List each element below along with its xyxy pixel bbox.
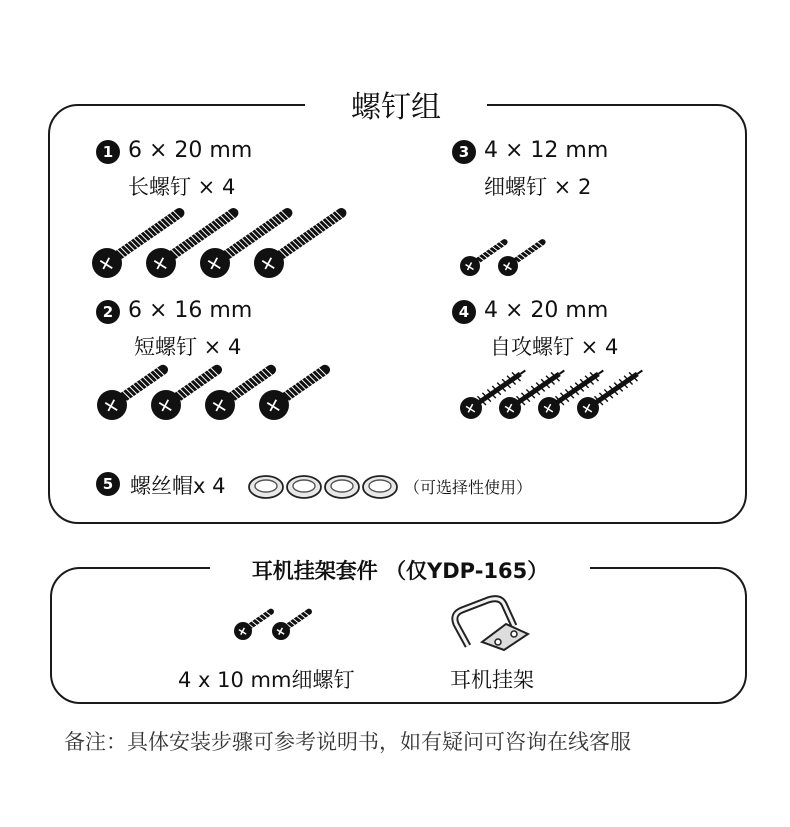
headphone-screw-group — [232, 610, 312, 642]
caps-note: （可选择性使用） — [404, 478, 533, 497]
short-screw-group — [95, 362, 335, 422]
item-3-name: 细螺钉 × 2 — [484, 175, 592, 199]
headphone-screw-label: 4 x 10 mm细螺钉 — [178, 668, 355, 692]
item-2-badge: 2 — [96, 300, 120, 324]
item-4-spec: 4 × 20 mm — [484, 298, 609, 323]
item-5-badge: 5 — [96, 472, 120, 496]
item-1-name: 长螺钉 × 4 — [128, 175, 236, 199]
screw-cap-icon — [287, 476, 321, 498]
item-2-spec: 6 × 16 mm — [128, 298, 253, 323]
screw-icon — [460, 242, 505, 276]
item-2-name: 短螺钉 × 4 — [134, 335, 242, 359]
caps-label: 螺丝帽x 4 — [130, 474, 226, 498]
screw-cap-icon — [249, 476, 283, 498]
headphone-hanger-icon — [448, 596, 538, 652]
footer-note: 备注：具体安装步骤可参考说明书，如有疑问可咨询在线客服 — [64, 730, 631, 754]
headphone-kit-box — [50, 567, 747, 704]
long-screw-group — [90, 200, 340, 280]
item-1-spec: 6 × 20 mm — [128, 138, 253, 163]
screw-icon — [234, 611, 271, 640]
fine-screw-group — [458, 228, 558, 278]
screw-set-title: 螺钉组 — [305, 88, 487, 128]
item-3-badge: 3 — [452, 140, 476, 164]
screw-cap-icon — [363, 476, 397, 498]
item-4-badge: 4 — [452, 300, 476, 324]
headphone-kit-title: 耳机挂架套件 （仅YDP-165） — [210, 555, 590, 587]
screw-icon — [272, 611, 309, 640]
item-3-spec: 4 × 12 mm — [484, 138, 609, 163]
screw-cap-icon — [325, 476, 359, 498]
screw-cap-group — [248, 470, 418, 502]
tapping-screw-group — [458, 366, 658, 421]
item-1-badge: 1 — [96, 140, 120, 164]
screw-icon — [498, 242, 543, 276]
item-4-name: 自攻螺钉 × 4 — [490, 335, 619, 359]
headphone-hanger-label: 耳机挂架 — [450, 668, 534, 692]
